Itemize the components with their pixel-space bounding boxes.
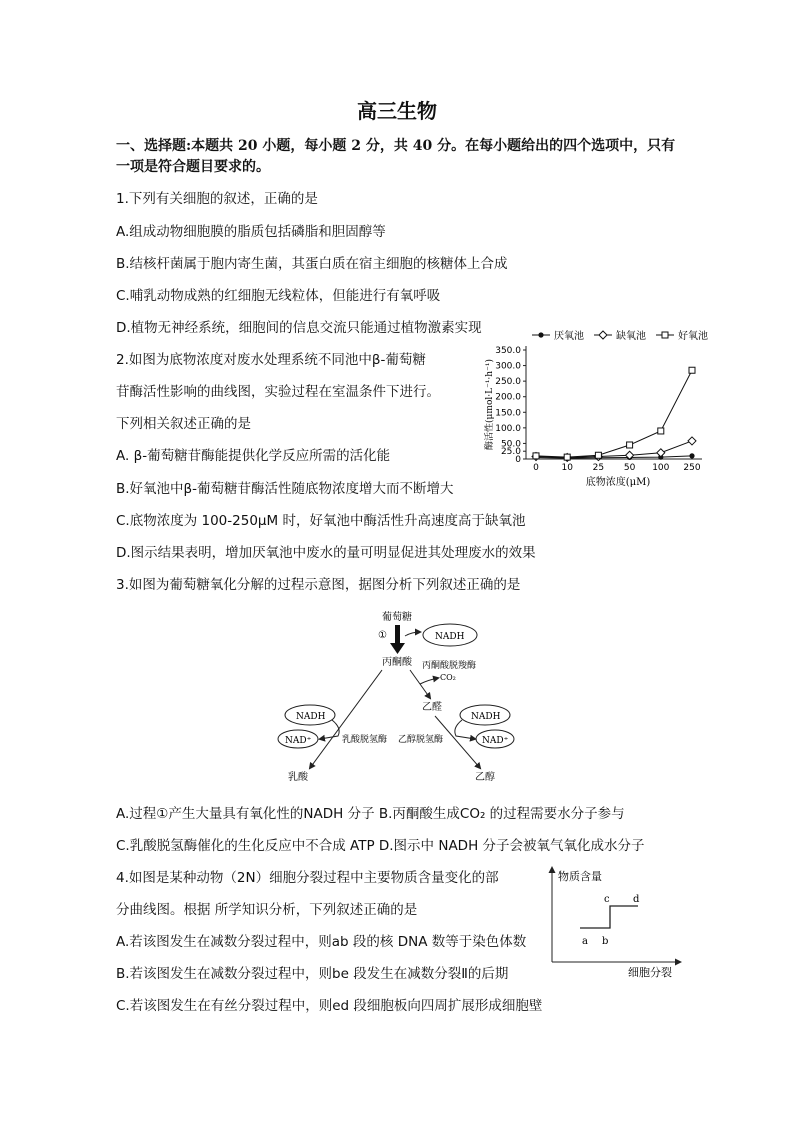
acetaldehyde-label: 乙醛 <box>422 702 442 713</box>
q2-option-c: C.底物浓度为 100-250μM 时，好氧池中酶活性升高速度高于缺氧池 <box>116 513 526 529</box>
adh-label: 乙醇脱氢酶 <box>398 735 444 745</box>
q4-stem-line1: 4.如图是某种动物（2N）细胞分裂过程中主要物质含量变化的部 <box>116 870 499 886</box>
y-axis-label: 物质含量 <box>558 870 602 883</box>
chart-x-tick-label: 250 <box>683 463 701 473</box>
content-step-line <box>580 906 638 928</box>
chart-x-tick-label: 0 <box>533 463 539 473</box>
chart-x-axis-label: 底物浓度(μM) <box>585 477 651 488</box>
chart-y-tick-label: 300.0 <box>495 361 521 372</box>
page-title: 高三生物 <box>357 99 437 123</box>
point-d-label: d <box>633 894 640 905</box>
chart-point <box>688 437 696 445</box>
q4-option-a: A.若该图发生在减数分裂过程中，则ab 段的核 DNA 数等于染色体数 <box>116 934 527 950</box>
section-heading-line1: 一、选择题:本题共 20 小题，每小题 2 分，共 40 分。在每小题给出的四个选项中，只有 <box>116 138 676 154</box>
q1-option-b: B.结核杆菌属于胞内寄生菌，其蛋白质在宿主细胞的核糖体上合成 <box>116 256 508 272</box>
chart-y-tick-label: 0 <box>515 455 521 465</box>
q2-option-d: D.图示结果表明，增加厌氧池中废水的量可明显促进其处理废水的效果 <box>116 545 536 561</box>
enzyme-activity-chart <box>480 322 716 492</box>
nadh-top-label: NADH <box>435 632 465 642</box>
chart-point <box>626 451 634 459</box>
glucose-label: 葡萄糖 <box>382 612 412 623</box>
nadh-right-label: NADH <box>471 712 501 722</box>
q4-stem-line2: 分曲线图。根据 所学知识分析，下列叙述正确的是 <box>116 902 418 918</box>
q4-option-c: C.若该图发生在有丝分裂过程中，则ed 段细胞板向四周扩展形成细胞壁 <box>116 998 543 1014</box>
chart-point <box>595 452 601 458</box>
q3-stem: 3.如图为葡萄糖氧化分解的过程示意图，据图分析下列叙述正确的是 <box>116 577 521 593</box>
chart-point <box>689 453 694 458</box>
chart-legend <box>532 329 708 342</box>
nad-left-label: NAD⁺ <box>285 736 312 746</box>
point-c-label: c <box>604 894 610 905</box>
q4-option-b: B.若该图发生在减数分裂过程中，则be 段发生在减数分裂Ⅱ的后期 <box>116 966 509 982</box>
x-axis-label: 细胞分裂 <box>628 966 672 979</box>
ldh-label: 乳酸脱氢酶 <box>342 735 388 745</box>
q3-option-cd: C.乳酸脱氢酶催化的生化反应中不合成 ATP D.图示中 NADH 分子会被氧气氧化成水分子 <box>116 838 645 854</box>
section-heading-line2: 一项是符合题目要求的。 <box>116 159 270 175</box>
step1-marker: ① <box>378 630 387 641</box>
glucose-oxidation-diagram <box>270 608 515 786</box>
chart-legend-item <box>594 329 646 342</box>
chart-point <box>564 454 570 460</box>
chart-x-tick-label: 50 <box>623 463 636 473</box>
q2-option-b: B.好氧池中β-葡萄糖苷酶活性随底物浓度增大而不断增大 <box>116 481 454 497</box>
chart-legend-label: 缺氧池 <box>616 331 646 342</box>
point-a-label: a <box>582 936 588 947</box>
chart-y-tick-label: 200.0 <box>495 392 521 403</box>
pyruvate-label: 丙酮酸 <box>382 657 412 668</box>
chart-y-tick-label: 25.0 <box>500 447 521 458</box>
step1-arrow-head <box>390 643 405 654</box>
ethanol-label: 乙醇 <box>475 772 495 783</box>
point-b-label: b <box>602 936 609 947</box>
chart-point <box>657 449 665 457</box>
chart-point <box>658 428 664 434</box>
chart-point <box>689 367 695 373</box>
pdc-label: 丙酮酸脱羧酶 <box>422 661 477 671</box>
chart-y-tick-label: 100.0 <box>495 423 521 434</box>
chart-y-tick-label: 50.0 <box>500 439 521 450</box>
co2-release-arrow <box>420 678 438 684</box>
q1-option-d: D.植物无神经系统，细胞间的信息交流只能通过植物激素实现 <box>116 320 482 336</box>
q2-stem-line3: 下列相关叙述正确的是 <box>116 416 251 432</box>
chart-legend-label: 厌氧池 <box>554 331 584 342</box>
chart-point <box>627 442 633 448</box>
chart-x-tick-label: 25 <box>592 463 605 473</box>
co2-label: CO₂ <box>440 673 456 682</box>
q1-stem: 1.下列有关细胞的叙述，正确的是 <box>116 191 318 207</box>
chart-point <box>533 453 539 459</box>
chart-x-tick-label: 10 <box>561 463 573 473</box>
q2-stem-line1: 2.如图为底物浓度对废水处理系统不同池中β-葡萄糖 <box>116 352 426 368</box>
nadh-top-arrow <box>405 632 420 636</box>
chart-y-tick-label: 150.0 <box>495 408 521 419</box>
chart-y-tick-label: 250.0 <box>495 377 521 388</box>
chart-legend-label: 好氧池 <box>678 331 708 342</box>
q3-option-ab: A.过程①产生大量具有氧化性的NADH 分子 B.丙酮酸生成CO₂ 的过程需要水分子参与 <box>116 806 625 822</box>
lactate-label: 乳酸 <box>288 772 308 783</box>
q1-option-c: C.哺乳动物成熟的红细胞无线粒体，但能进行有氧呼吸 <box>116 288 441 304</box>
chart-x-tick-label: 100 <box>652 463 670 473</box>
cell-division-graph <box>540 862 690 982</box>
chart-series-line <box>536 441 692 458</box>
chart-legend-item <box>656 329 708 342</box>
chart-point <box>538 332 543 337</box>
chart-series-line <box>536 370 692 457</box>
q2-option-a: A. β-葡萄糖苷酶能提供化学反应所需的活化能 <box>116 448 391 464</box>
chart-y-tick-label: 350.0 <box>495 346 521 356</box>
q1-option-a: A.组成动物细胞膜的脂质包括磷脂和胆固醇等 <box>116 224 386 240</box>
chart-plot-area <box>483 346 702 488</box>
q2-stem-line2: 苷酶活性影响的曲线图，实验过程在室温条件下进行。 <box>116 384 440 400</box>
chart-legend-item <box>532 329 584 342</box>
step1-arrow-shaft <box>395 625 400 645</box>
chart-y-axis-label: 酶活性(μmol·L⁻¹·h⁻¹) <box>485 359 495 450</box>
chart-point <box>599 331 607 339</box>
nadh-left-label: NADH <box>296 712 326 722</box>
chart-series-2 <box>533 367 695 460</box>
chart-point <box>662 332 668 338</box>
nad-right-label: NAD⁺ <box>482 736 509 746</box>
